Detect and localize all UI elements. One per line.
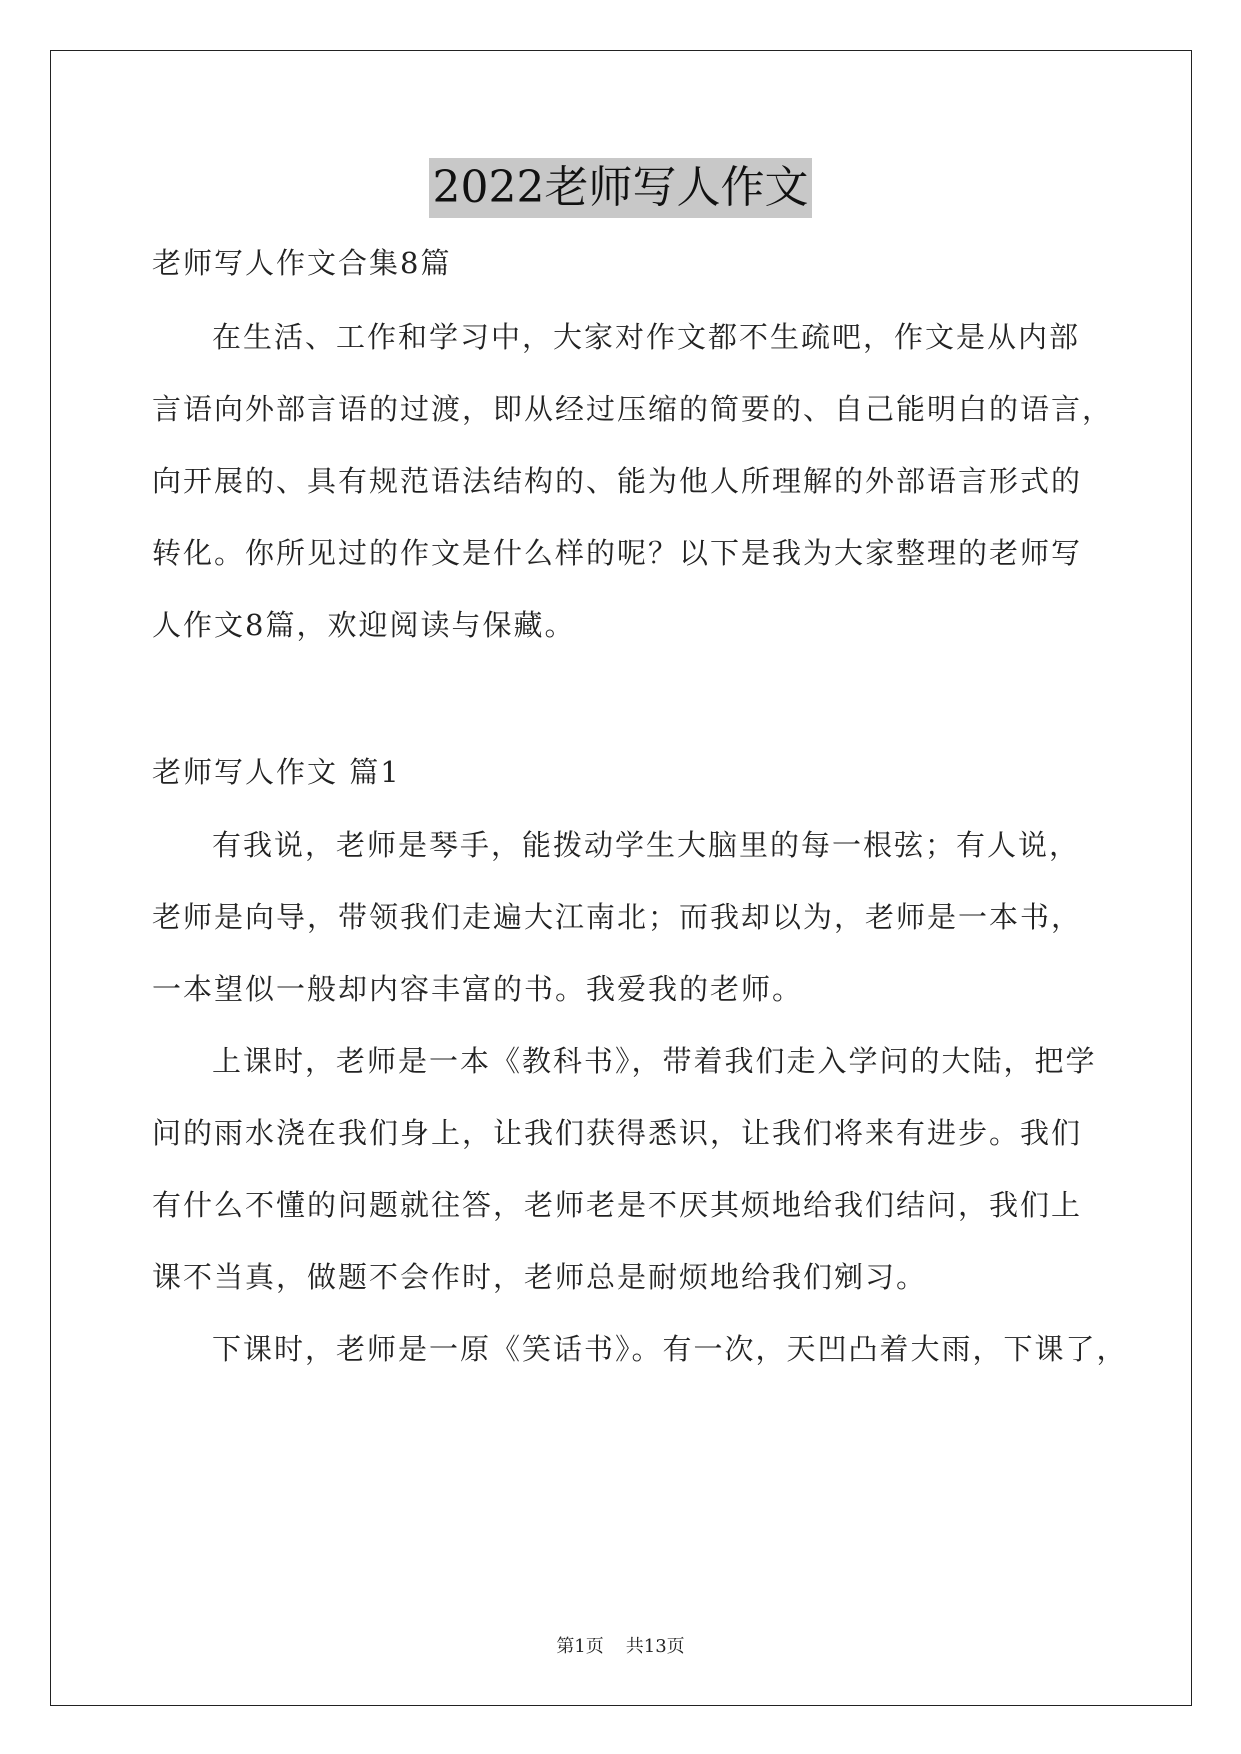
document-title: 2022老师写人作文 [429, 158, 813, 218]
paragraph-line: 有我说，老师是琴手，能拨动学生大脑里的每一根弦；有人说， [212, 828, 1081, 862]
paragraph-line: 人作文8篇，欢迎阅读与保藏。 [152, 608, 576, 642]
paragraph-line: 课不当真，做题不会作时，老师总是耐烦地给我们剜习。 [152, 1260, 928, 1294]
paragraph-line: 一本望似一般却内容丰富的书。我爱我的老师。 [152, 972, 804, 1006]
paragraph-line: 上课时，老师是一本《教科书》，带着我们走入学问的大陆，把学 [212, 1044, 1097, 1078]
paragraph-line: 下课时，老师是一原《笑话书》。有一次，天凹凸着大雨，下课了， [212, 1332, 1128, 1366]
title-container [0, 158, 1241, 218]
paragraph-line: 在生活、工作和学习中，大家对作文都不生疏吧，作文是从内部 [212, 320, 1081, 354]
paragraph-line: 转化。你所见过的作文是什么样的呢？以下是我为大家整理的老师写 [152, 536, 1083, 570]
section-heading: 老师写人作文 篇1 [152, 755, 401, 789]
subtitle-line: 老师写人作文合集8篇 [152, 246, 452, 280]
page-number: 第1页 [556, 1636, 604, 1657]
paragraph-line: 有什么不懂的问题就往答，老师老是不厌其烦地给我们结问，我们上 [152, 1188, 1083, 1222]
paragraph-line: 问的雨水浇在我们身上，让我们获得悉识，让我们将来有进步。我们 [152, 1116, 1083, 1150]
page-footer [0, 1632, 1241, 1658]
paragraph-line: 言语向外部言语的过渡，即从经过压缩的简要的、自己能明白的语言， [152, 392, 1114, 426]
paragraph-line: 向开展的、具有规范语法结构的、能为他人所理解的外部语言形式的 [152, 464, 1083, 498]
page-border [50, 50, 1192, 1706]
page-total: 共13页 [625, 1636, 685, 1657]
paragraph-line: 老师是向导，带领我们走遍大江南北；而我却以为，老师是一本书， [152, 900, 1083, 934]
